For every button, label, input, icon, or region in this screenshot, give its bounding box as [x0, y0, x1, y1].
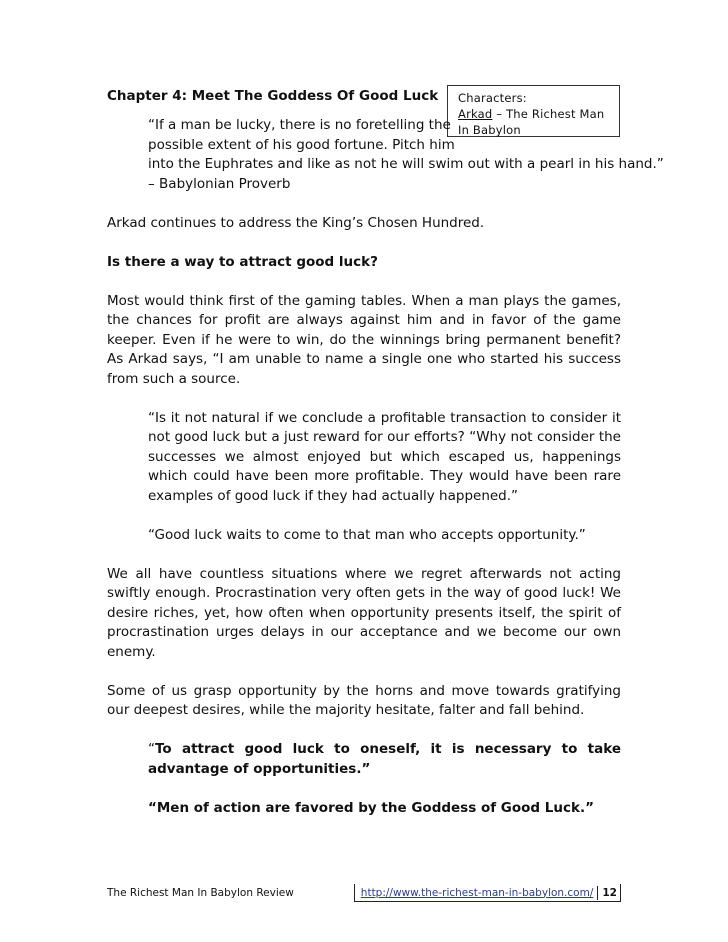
paragraph-grasp-opportunity: Some of us grasp opportunity by the horns and move towards gratifying our deepest desires, while the majority hesitate, falter and fall behind.	[107, 682, 621, 718]
epigraph-attribution: – Babylonian Proverb	[148, 175, 291, 192]
quote-profitable-transaction: “Is it not natural if we conclude a profitable transaction to consider it not good luck but a just reward for our efforts? “Why not consider the successes we almost enjoyed but which escaped us, happenings which could have been more profitable. They would have been rare examples of good luck if they had actually happened.”	[148, 409, 621, 504]
characters-desc-1: – The Richest Man	[492, 107, 605, 121]
quote-good-luck-waits: “Good luck waits to come to that man who accepts opportunity.”	[148, 526, 586, 543]
footer-link-box	[354, 884, 621, 902]
main-content	[107, 86, 664, 818]
epigraph	[107, 116, 664, 194]
paragraph-procrastination: We all have countless situations where we regret afterwards not acting swiftly enough. Procrastination very often gets in the way of good luck! We desire riches, yet, how often when opportunity presents itself, the spirit of procrastination urges delays in our acceptance and we become our own enemy.	[107, 565, 621, 660]
footer-url-link[interactable]: http://www.the-richest-man-in-babylon.com/	[360, 886, 594, 899]
page-footer	[107, 884, 621, 902]
characters-heading: Characters:	[458, 91, 527, 105]
arkad-link[interactable]: Arkad	[458, 107, 493, 121]
epigraph-line1: “If a man be lucky, there is no foretelling the	[148, 117, 451, 133]
quote-attract-good-luck	[107, 740, 621, 779]
characters-desc-2: In Babylon	[458, 123, 521, 137]
chapter-title: Chapter 4: Meet The Goddess Of Good Luck	[107, 88, 439, 104]
epigraph-rest: into the Euphrates and like as not he will swim out with a pearl in his hand.”	[148, 156, 664, 172]
epigraph-line2: possible extent of his good fortune. Pitch him	[148, 136, 455, 153]
footer-separator	[597, 886, 598, 900]
page-number: 12	[602, 886, 617, 899]
quote-attract-text: To attract good luck to oneself, it is necessary to take advantage of opportunities.”	[148, 741, 621, 777]
paragraph-gaming: Most would think first of the gaming tables. When a man plays the games, the chances for profit are always against him and in favor of the game keeper. Even if he were to win, do the winnings bring permanent benefit? As Arkad says, “I am unable to name a single one who started his success from such a source.	[107, 292, 621, 387]
quote-open-mark: “	[148, 741, 155, 757]
quote-men-of-action: “Men of action are favored by the Goddess of Good Luck.”	[148, 799, 594, 816]
section-heading: Is there a way to attract good luck?	[107, 253, 378, 270]
footer-title: The Richest Man In Babylon Review	[107, 887, 294, 899]
intro-paragraph: Arkad continues to address the King’s Chosen Hundred.	[107, 214, 485, 231]
